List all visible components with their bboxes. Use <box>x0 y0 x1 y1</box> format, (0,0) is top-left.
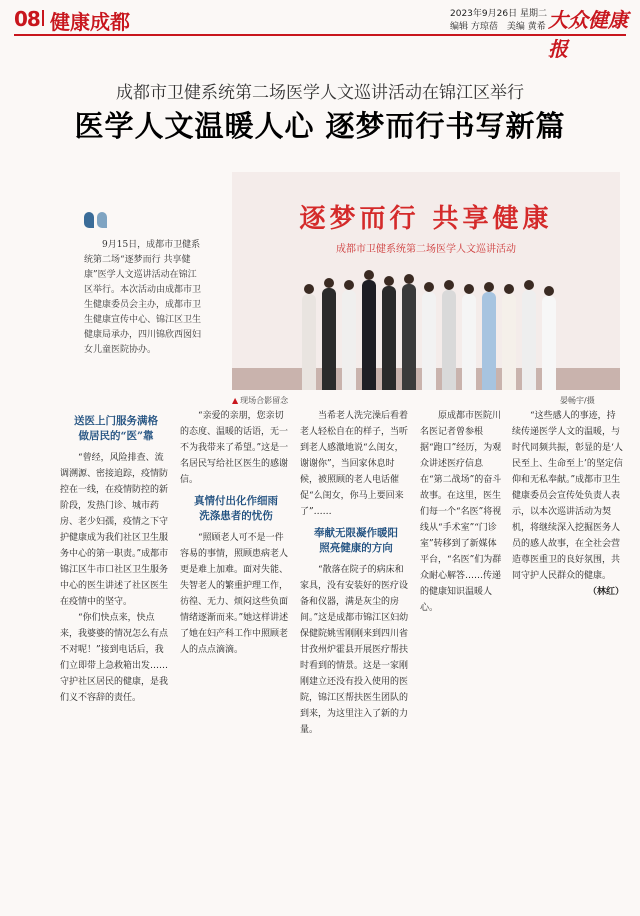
article-column-3 <box>300 408 412 738</box>
body-paragraph: “曾经，风险排查、流调溯源、密接追踪，疫情防控在一线，在疫情防控的新阶段，发热门诊、城市药房、老少妇孺，疫情之下守护健康成为我们社区卫生服务中心的第一职责。”成都市锦江区牛市口社区卫生服务中心的医生讲述了社区医生在疫情中的坚守。 <box>60 453 169 607</box>
section-heading: 真情付出化作细雨 洗涤患者的忧伤 <box>194 495 278 522</box>
quote-mark-icon <box>84 212 110 232</box>
body-paragraph: “亲爱的亲朋，您亲切的态度、温暖的话语，无一不为我带来了希望。”这是一名居民写给社区医生的感谢信。 <box>180 411 289 485</box>
photo-people <box>302 264 562 390</box>
article-headline: 医学人文温暖人心 逐梦而行书写新篇 <box>74 109 566 143</box>
section-heading: 送医上门服务满格 做居民的“医”靠 <box>74 415 158 442</box>
photo-banner-title: 逐梦而行 共享健康 <box>299 204 553 234</box>
page-number: 08 <box>14 7 40 31</box>
newspaper-logo: 大众健康报 <box>548 8 628 61</box>
page-header <box>0 0 640 61</box>
photo-caption: ▲ 现场合影留念 <box>232 395 288 406</box>
body-paragraph: “这些感人的事迹，持续传递医学人文的温暖，与时代同频共振，彰显的是‘人民至上、生命至上’的坚定信仰和无私奉献。”成都市卫生健康委员会宣传处负责人表示，以本次巡讲活动为契机，将继续深入挖掘医务人员的感人故事，在全社会营造尊医重卫的良好氛围，共同守护人民群众的健康。 <box>512 411 623 581</box>
body-paragraph: 原成都市医院川名医记者曾参根据“跑口”经历，为观众讲述医疗信息在“第二战场”的奋斗故事。在这里，医生们每一个“名医”将视线从“手术室”“门诊室”转移到了新媒体平台，“名医”们为群众耐心解答……传递的健康知识温暖人心。 <box>420 411 502 613</box>
article-column-5 <box>512 408 624 597</box>
editors-line: 编辑 方琼蓓 美编 黄希 <box>450 22 546 32</box>
article-subtitle: 成都市卫健系统第二场医学人文巡讲活动在锦江区举行 <box>116 83 524 103</box>
header-divider <box>42 10 44 26</box>
section-heading: 奉献无限凝作暖阳 照亮健康的方向 <box>314 527 398 554</box>
body-paragraph: “散落在院子的病床和家具，没有安装好的医疗设备和仪器，满是灰尘的房间。”这是成都市锦江区妇幼保健院姚雪刚刚来到四川省甘孜州炉霍县开展医疗帮扶时看到的情景。这是一家刚刚建立还没有投入使用的医院，锦江区帮扶医生团队的到来，为这里注入了新的力量。 <box>300 565 409 735</box>
lead-paragraph: 9月15日，成都市卫健系统第二场“逐梦而行 共享健康”医学人文巡讲活动在锦江区举行。本次活动由成都市卫生健康委员会主办，成都市卫生健康宣传中心、锦江区卫生健康局承办，四川锦欣西囡妇女儿童医院协办。 <box>84 240 202 355</box>
article-column-4 <box>420 408 504 616</box>
section-title: 健康成都 <box>50 10 130 34</box>
issue-date: 2023年9月26日 星期二 <box>450 9 547 19</box>
photo-banner-subtitle: 成都市卫健系统第二场医学人文巡讲活动 <box>336 244 516 255</box>
group-photo <box>232 172 620 390</box>
article-column-2 <box>180 408 292 658</box>
article-column-1 <box>60 408 172 706</box>
body-paragraph: “你们快点来，快点来，我婆婆的情况怎么有点不对呢！”接到电话后，我们立即带上急救箱出发……守护社区居民的健康，是我们义不容辞的责任。 <box>60 613 169 703</box>
photo-credit: 晏畅宇/摄 <box>560 396 595 405</box>
body-paragraph: “照顾老人可不是一件容易的事情，照顾患病老人更是难上加难。面对失能、失智老人的繁重护理工作，彷徨、无力、烦闷这些负面情绪逐渐而来。”她这样讲述了她在妇产科工作中照顾老人的点点滴滴。 <box>180 533 289 655</box>
author-signature: （林红） <box>587 587 624 597</box>
body-paragraph: 当希老人洗完澡后看着老人轻松自在的样子，当听到老人感激地说“么闺女，谢谢你”，当回家休息时候，被照顾的老人电话催促“么闺女，你马上要回来了”…… <box>300 411 409 517</box>
header-rule <box>14 34 626 36</box>
